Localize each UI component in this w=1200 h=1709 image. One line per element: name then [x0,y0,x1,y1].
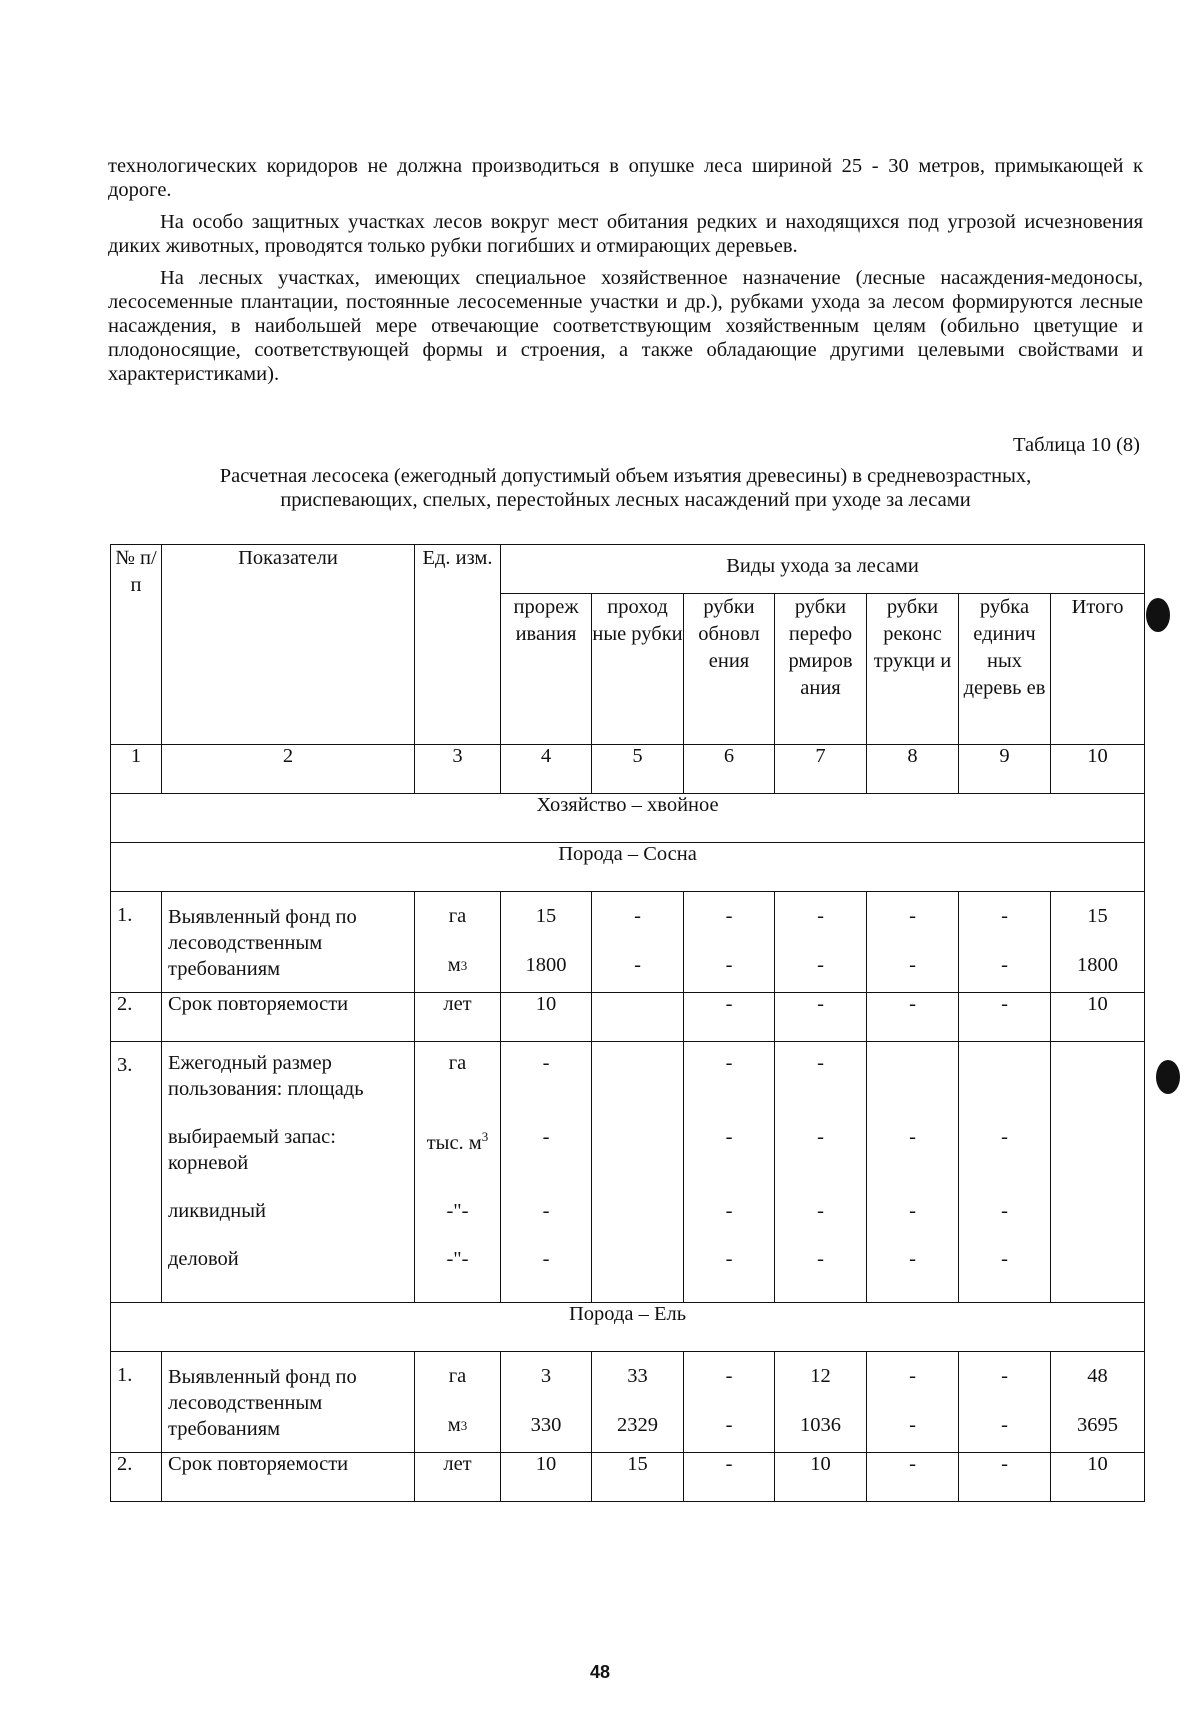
value-ha: 48 [1087,1365,1108,1387]
value-root: - [542,1126,550,1148]
unit-ha: га [448,1052,467,1074]
col-number: 8 [867,745,959,794]
value-root: - [1001,1126,1008,1148]
unit-cell [415,1352,501,1453]
col-number: 9 [959,745,1051,794]
section-spruce: Порода – Ель [111,1303,1145,1352]
page-number: 48 [589,1662,611,1682]
value-stack [775,1042,867,1303]
punch-hole-mark [1146,598,1170,632]
value-ha: 12 [810,1365,831,1387]
value-cell: - [959,993,1051,1042]
header-unit: Ед. изм. [415,545,501,745]
value-ha: - [1001,1365,1008,1387]
value-liquid [592,1198,683,1246]
punch-hole-mark [1156,1060,1180,1094]
value-cell [592,1352,684,1453]
value-ha: - [817,905,824,927]
unit-thousand-m: тыс. м [426,1131,482,1154]
label-business: деловой [168,1248,239,1270]
value-stack [684,1042,775,1303]
table-row [111,993,1145,1042]
value-business: - [817,1248,824,1270]
value-business: - [1001,1248,1008,1270]
table-row [111,1042,1145,1303]
unit-ha: га [448,1365,467,1387]
col-number: 2 [162,745,415,794]
row-label: Срок повторяемости [162,1453,415,1502]
header-col-single-trees: рубка единич ных деревь ев [959,594,1051,745]
unit-cell: лет [415,1453,501,1502]
value-root: - [725,1126,733,1148]
unit-thousand-m3: тыс. $м^3$ [426,1129,489,1154]
unit-m3: м 3 [447,1414,468,1436]
col-number: 5 [592,745,684,794]
value-cell: 10 [1051,993,1145,1042]
value-m3: 1800 [525,954,567,976]
value-cell [775,1352,867,1453]
value-business: - [909,1248,916,1270]
value-cell: 10 [1051,1453,1145,1502]
header-col-total: Итого [1051,594,1145,745]
paragraph-1: технологических коридоров не должна производиться в опушке леса шириной 25 - 30 метров, примыкающей к дороге. [108,155,1143,201]
header-col-renewal: рубки обновл ения [684,594,775,745]
label-area: Ежегодный размер пользования: площадь [168,1052,364,1100]
value-cell [1051,1352,1145,1453]
value-cell: - [959,1453,1051,1502]
section-economy: Хозяйство – хвойное [111,794,1145,843]
value-liquid: - [1001,1200,1008,1222]
value-m3: - [909,1414,916,1436]
value-cell [684,892,775,993]
table-row [111,1352,1145,1453]
value-root: - [909,1126,916,1148]
header-col-reconstruction: рубки реконс трукци и [867,594,959,745]
value-ha: - [634,905,641,927]
header-col-reformation: рубки перефо рмиров ания [775,594,867,745]
unit-stack [415,1042,501,1303]
forest-care-table [110,544,1145,1502]
value-liquid: - [909,1200,916,1222]
value-m3: 3695 [1077,1414,1119,1436]
row-num: 2. [111,993,162,1042]
value-m3: - [909,954,916,976]
value-ha: - [725,905,733,927]
table-number: Таблица 10 (8) [1013,434,1140,456]
value-stack [959,1042,1051,1303]
value-cell [959,1352,1051,1453]
value-m3: - [1001,1414,1008,1436]
value-liquid: - [542,1200,550,1222]
value-ha: - [1001,905,1008,927]
value-business: - [542,1248,550,1270]
value-ha: - [909,905,916,927]
table-row [111,892,1145,993]
row-num: 2. [111,1453,162,1502]
label-liquid: ликвидный [168,1200,266,1222]
col-number: 7 [775,745,867,794]
value-business: - [725,1248,733,1270]
value-cell: - [867,993,959,1042]
value-stack [592,1042,684,1303]
header-col-passage: проход ные рубки [592,594,684,745]
unit-cell [415,892,501,993]
value-business [592,1246,683,1286]
value-cell [959,892,1051,993]
value-cell [501,892,592,993]
value-m3: - [634,954,641,976]
value-ha: 15 [1087,905,1108,927]
value-cell: - [867,1453,959,1502]
unit-ha: га [448,905,467,927]
header-indicators: Показатели [162,545,415,745]
paragraph-2: На особо защитных участках лесов вокруг мест обитания редких и находящихся под угрозой исчезновения диких животных, проводятся только рубки погибших и отмирающих деревьев. [108,211,1143,257]
table-title-line1: Расчетная лесосека (ежегодный допустимый объем изъятия древесины) в средневозрастных, [219,465,1032,487]
unit-m: м [447,954,461,976]
value-cell: - [684,993,775,1042]
value-cell [867,1352,959,1453]
value-cell [867,892,959,993]
row-num: 1. [111,1352,162,1453]
row-label: Выявленный фонд по лесоводственным требованиям [162,892,415,993]
value-cell [501,1352,592,1453]
col-number: 6 [684,745,775,794]
value-ha: 33 [627,1365,648,1387]
header-col-thinning: прореж ивания [501,594,592,745]
value-stack [501,1042,592,1303]
value-cell [775,892,867,993]
value-stack [867,1042,959,1303]
col-number: 4 [501,745,592,794]
value-cell: 15 [592,1453,684,1502]
value-m3: 1800 [1077,954,1119,976]
unit-m3: м 3 [447,954,468,976]
row-label: Выявленный фонд по лесоводственным требованиям [162,1352,415,1453]
table-title [108,464,1143,512]
section-pine: Порода – Сосна [111,843,1145,892]
col-number: 10 [1051,745,1145,794]
value-m3: 1036 [800,1414,841,1436]
row-num: 3. [111,1042,162,1303]
value-cell: - [684,1453,775,1502]
value-m3: - [1001,954,1008,976]
col-number: 3 [415,745,501,794]
value-ha: - [909,1365,916,1387]
unit-m: м [447,1414,461,1436]
value-m3: - [725,954,733,976]
value-liquid: - [817,1200,824,1222]
value-ha: 15 [535,905,557,927]
value-area: - [725,1052,733,1074]
row-num: 1. [111,892,162,993]
value-ha: 3 [540,1365,552,1387]
value-cell [592,993,684,1042]
value-m3: 2329 [617,1414,658,1436]
value-area: - [542,1052,550,1074]
value-m3: 330 [530,1414,562,1436]
value-area: - [817,1052,824,1074]
value-ha: - [725,1365,733,1387]
value-cell: 10 [501,993,592,1042]
label-root: выбираемый запас: корневой [168,1126,336,1174]
value-cell [1051,892,1145,993]
value-cell [592,892,684,993]
value-area [959,1050,1050,1124]
header-num: № п/п [111,545,162,745]
value-cell: - [775,993,867,1042]
value-root [592,1124,683,1198]
paragraph-3: На лесных участках, имеющих специальное хозяйственное назначение (лесные насаждения-медоносы, лесосеменные плантации, постоянные лесосеменные участки и др.), рубками ухода за лесом формируются лесные насаждения, в наибольшей мере отвечающие соответствующим хозяйственным целям (обильно цветущие и плодоносящие, соответствующей формы и строения, а также обладающие другими целевыми свойствами и характеристиками). [108,267,1143,385]
col-number: 1 [111,745,162,794]
header-care-types: Виды ухода за лесами [501,545,1145,594]
row-label-stack [162,1042,415,1303]
table-title-line2: приспевающих, спелых, перестойных лесных насаждений при уходе за лесами [280,489,971,511]
value-stack-total [1051,1042,1145,1303]
unit-ditto: -"- [446,1248,469,1270]
value-area [867,1050,958,1124]
value-cell: 10 [775,1453,867,1502]
row-label: Срок повторяемости [162,993,415,1042]
value-area [592,1050,683,1124]
value-cell: 10 [501,1453,592,1502]
column-numbers-row [111,745,1145,794]
unit-ditto: -"- [446,1200,469,1222]
value-m3: - [817,954,824,976]
unit-cell: лет [415,993,501,1042]
value-liquid: - [725,1200,733,1222]
value-root: - [817,1126,824,1148]
value-m3: - [725,1414,733,1436]
value-cell [684,1352,775,1453]
table-row [111,1453,1145,1502]
